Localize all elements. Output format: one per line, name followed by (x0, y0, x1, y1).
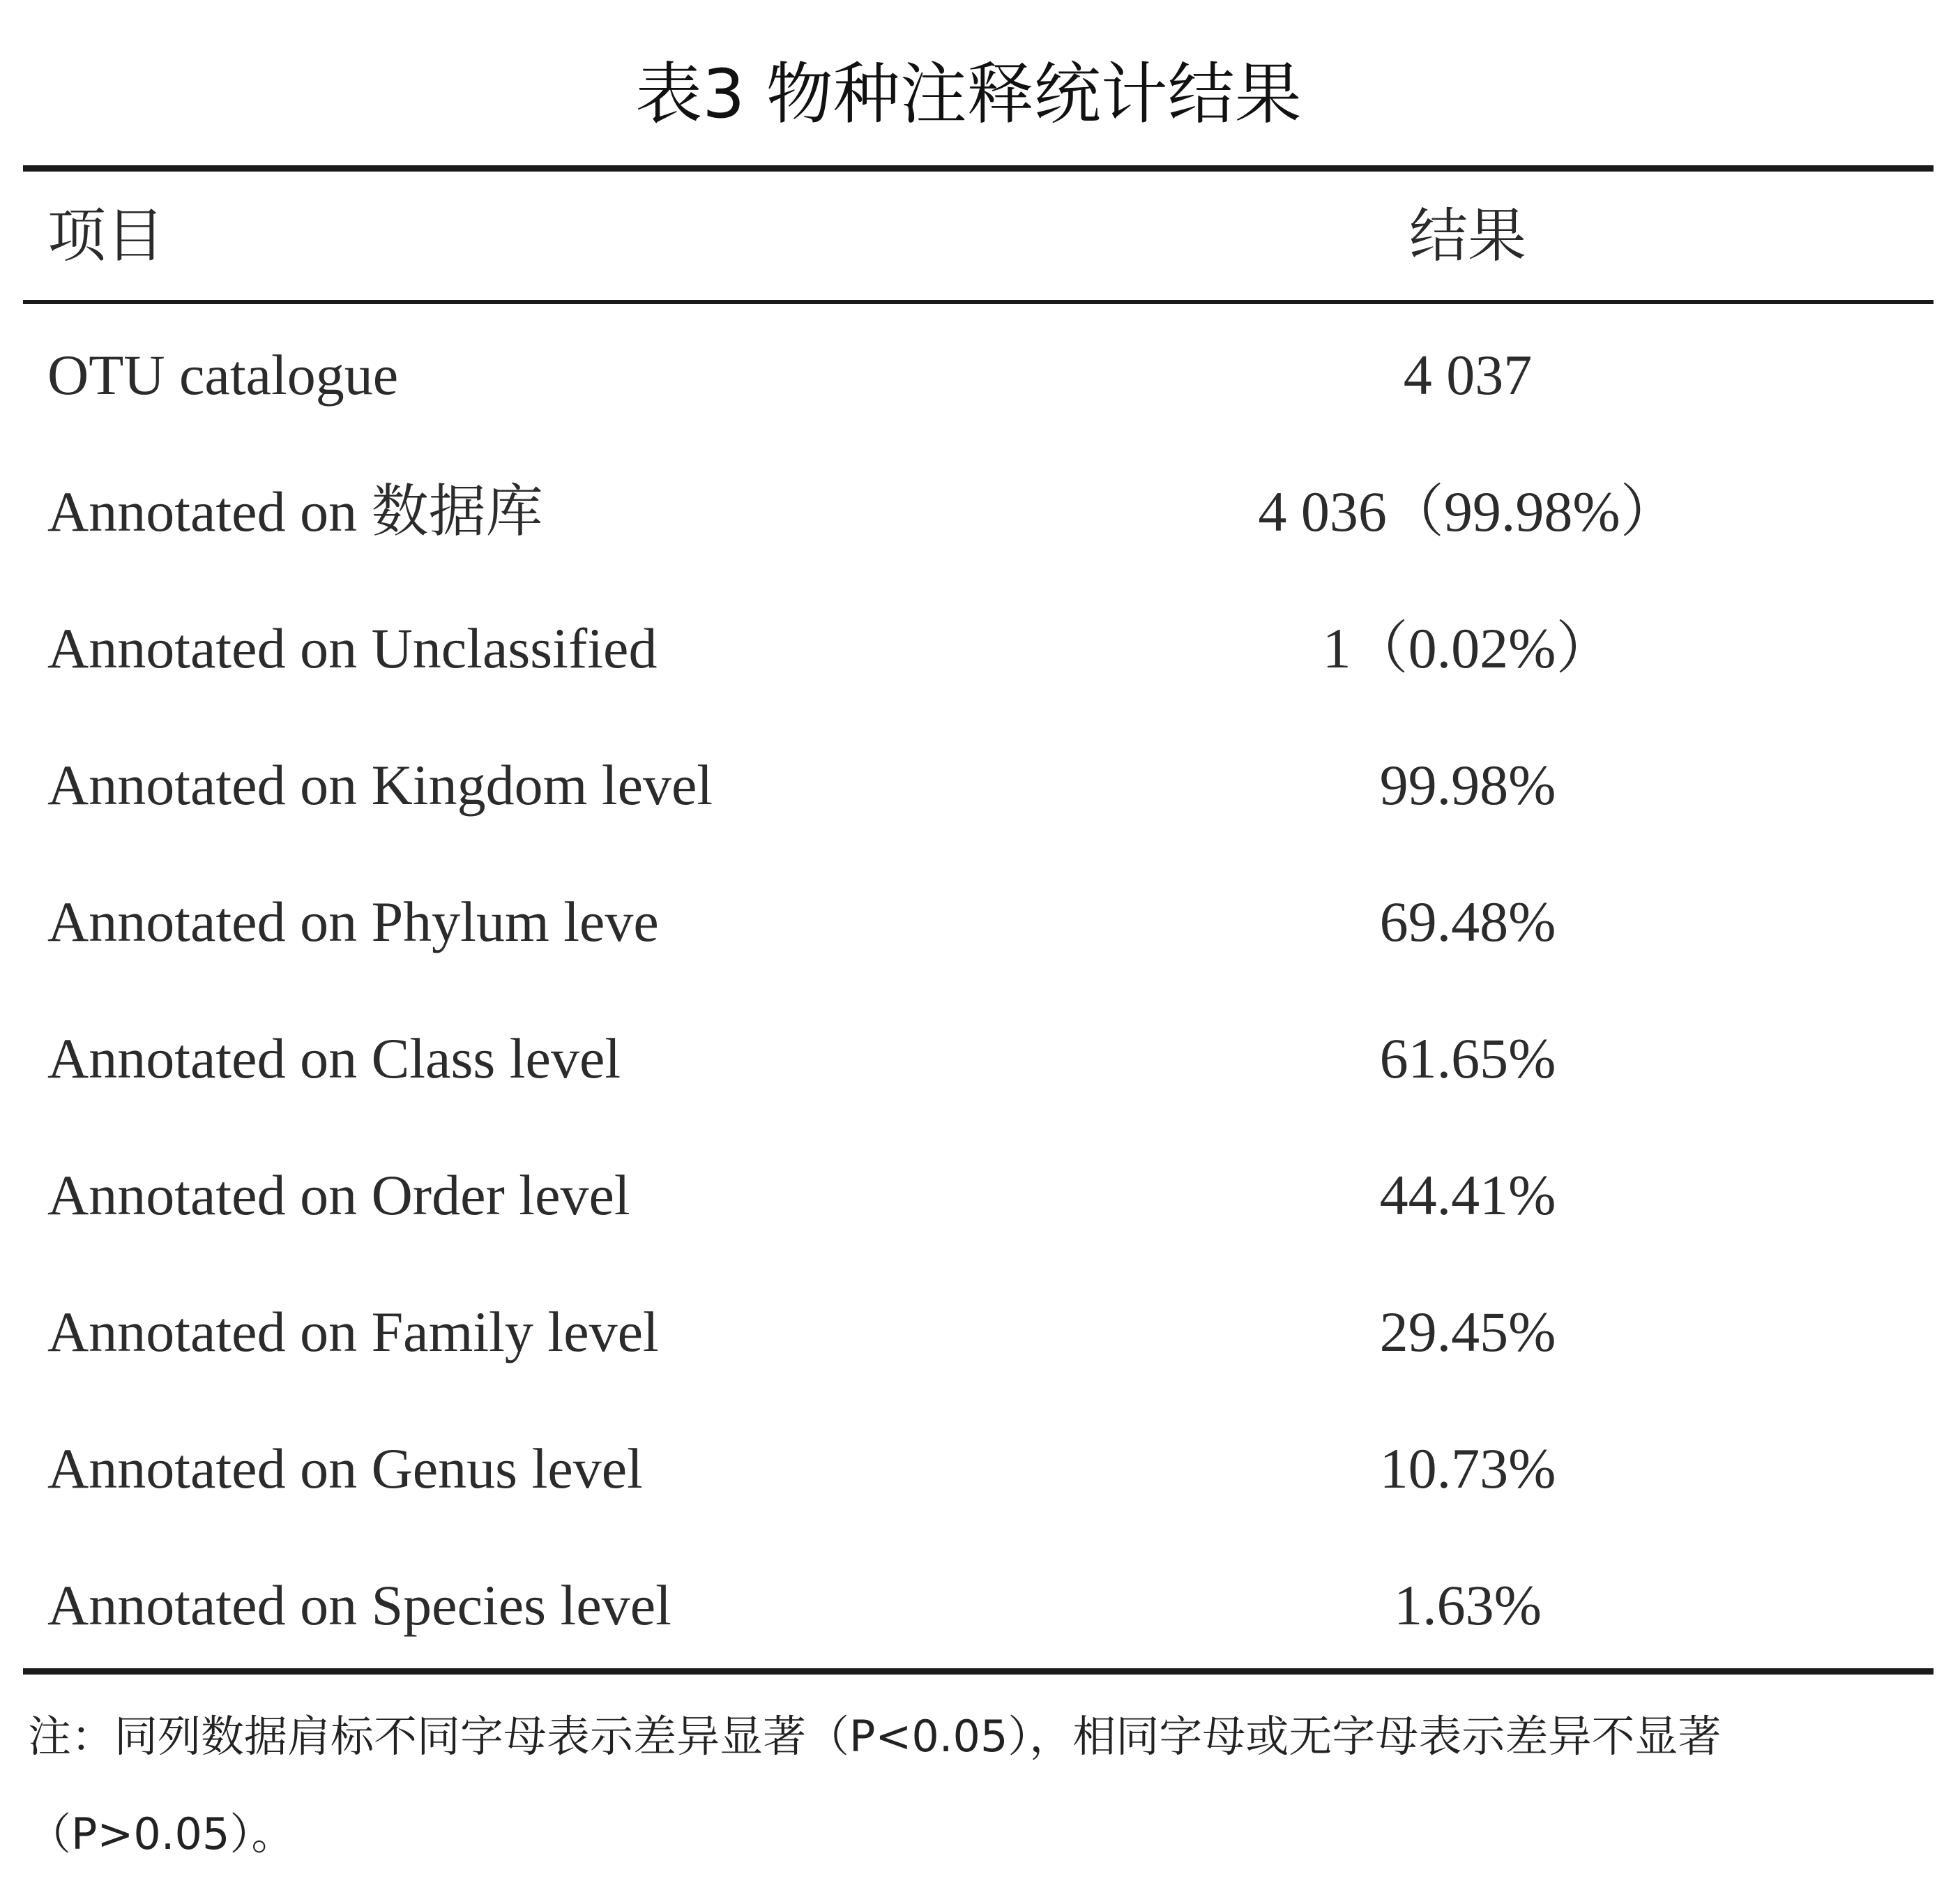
column-header-result: 结果 (1408, 202, 1526, 270)
table-row (0, 1264, 1937, 1400)
table-bottom-rule (23, 1668, 1934, 1675)
row-result-cell: 44.41% (1379, 1163, 1556, 1227)
row-result-cell: 99.98% (1379, 753, 1556, 817)
table-row (0, 1537, 1937, 1674)
row-item-cell: Annotated on Unclassified (47, 617, 658, 680)
table-top-rule (23, 165, 1934, 172)
row-result-cell: 1（0.02%） (1322, 617, 1613, 680)
table-row (0, 990, 1937, 1127)
table-body (0, 307, 1937, 1674)
table-row (0, 1127, 1937, 1264)
row-item-cell: Annotated on 数据库 (47, 480, 543, 543)
table-row (0, 854, 1937, 990)
table-row (0, 717, 1937, 854)
row-item-cell: Annotated on Family level (47, 1300, 659, 1363)
table-row (0, 580, 1937, 717)
table-row (0, 1400, 1937, 1537)
row-item-cell: Annotated on Order level (47, 1163, 630, 1227)
table-footnote: 注：同列数据肩标不同字母表示差异显著（P<0.05），相同字母或无字母表示差异不显著（P>0.05）。 (28, 1711, 1722, 1859)
row-item-cell: Annotated on Phylum leve (47, 890, 659, 953)
row-result-cell: 29.45% (1379, 1300, 1556, 1363)
row-item-cell: OTU catalogue (47, 343, 399, 407)
row-item-cell: Annotated on Genus level (47, 1437, 643, 1500)
row-item-cell: Annotated on Kingdom level (47, 753, 713, 817)
row-result-cell: 1.63% (1394, 1573, 1542, 1637)
row-result-cell: 69.48% (1379, 890, 1556, 953)
table-row (0, 444, 1937, 580)
row-result-cell: 4 037 (1403, 343, 1533, 407)
column-header-item: 项目 (47, 202, 165, 270)
table-header-row (0, 172, 1937, 300)
row-item-cell: Annotated on Species level (47, 1573, 671, 1637)
row-item-cell: Annotated on Class level (47, 1027, 621, 1090)
row-result-cell: 61.65% (1379, 1027, 1556, 1090)
row-result-cell: 4 036（99.98%） (1258, 480, 1678, 543)
table-row (0, 307, 1937, 444)
row-result-cell: 10.73% (1379, 1437, 1556, 1500)
table-header-rule (23, 300, 1934, 304)
table-title: 表3 物种注释统计结果 (635, 55, 1302, 133)
